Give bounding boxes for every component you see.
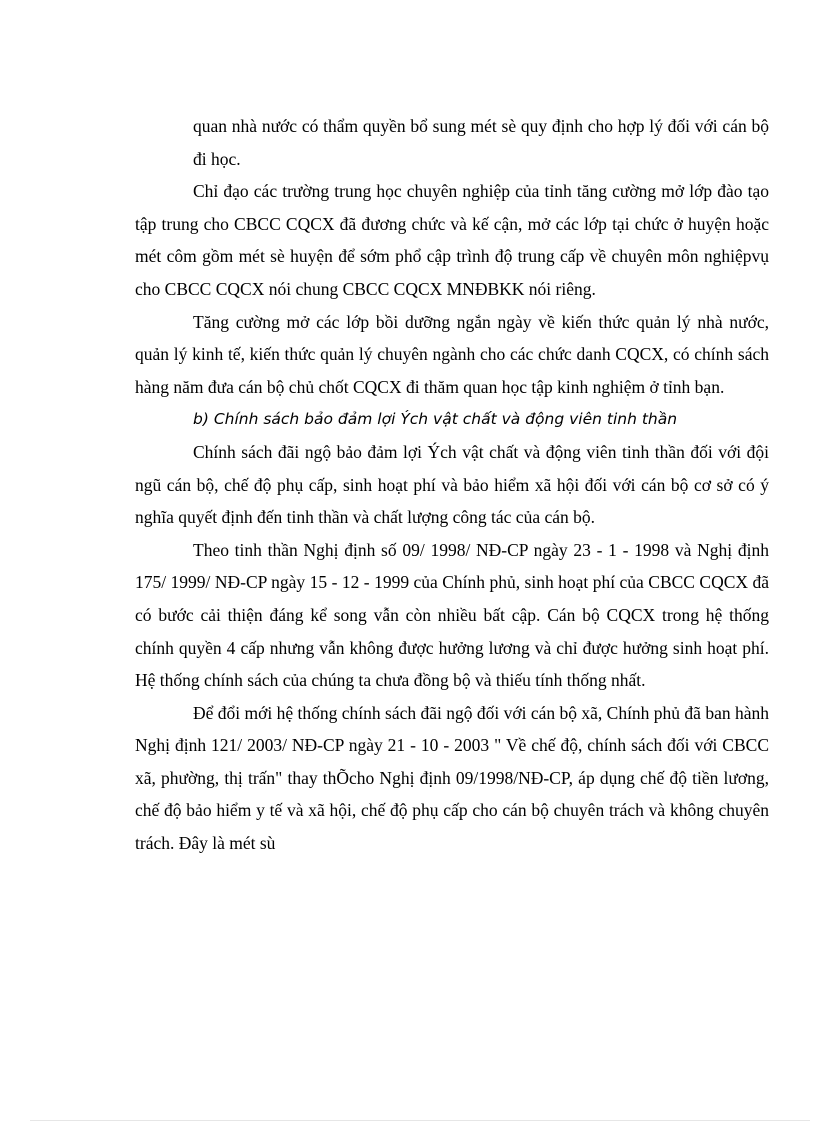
paragraph-benefits-policy: Chính sách đãi ngộ bảo đảm lợi Ých vật chất và động viên tinh thần đối với đội ngũ cán bộ, chế độ phụ cấp, sinh hoạt phí và bảo hiểm xã hội đối với cán bộ cơ sở có ý nghĩa quyết định đến tinh thần và chất lượng công tác của cán bộ. bbox=[135, 441, 769, 528]
page-bottom-rule bbox=[30, 1120, 810, 1121]
paragraph-training-schools: Chỉ đạo các trường trung học chuyên nghiệp của tỉnh tăng cường mở lớp đào tạo tập trung cho CBCC CQCX đã đương chức và kế cận, mở các lớp tại chức ở huyện hoặc mét côm gồm mét sè huyện để sớm phổ cập trình độ trung cấp về chuyên môn nghiệpvụ cho CBCC CQCX nói chung CBCC CQCX MNĐBKK nói riêng. bbox=[135, 181, 769, 299]
paragraph-decree-09: Theo tinh thần Nghị định số 09/ 1998/ NĐ-CP ngày 23 - 1 - 1998 và Nghị định 175/ 1999/ NĐ-CP ngày 15 - 12 - 1999 của Chính phủ, sinh hoạt phí của CBCC CQCX đã có bước cải thiện đáng kể song vẫn còn nhiều bất cập. Cán bộ CQCX trong hệ thống chính quyền 4 cấp nhưng vẫn không được hưởng lương và chỉ được hưởng sinh hoạt phí. Hệ thống chính sách của chúng ta chưa đồng bộ và thiếu tính thống nhất. bbox=[135, 539, 769, 691]
document-body bbox=[135, 110, 769, 860]
paragraph-decree-121: Để đổi mới hệ thống chính sách đãi ngộ đối với cán bộ xã, Chính phủ đã ban hành Nghị định 121/ 2003/ NĐ-CP ngày 21 - 10 - 2003 " Về chế độ, chính sách đối với CBCC xã, phường, thị trấn" thay thÕcho Nghị định 09/1998/NĐ-CP, áp dụng chế độ tiền lương, chế độ bảo hiểm y tế và xã hội, chế độ phụ cấp cho cán bộ chuyên trách và không chuyên trách. Đây là mét sù bbox=[135, 702, 769, 854]
paragraph-short-courses: Tăng cường mở các lớp bồi dưỡng ngắn ngày về kiến thức quản lý nhà nước, quản lý kinh tế, kiến thức quản lý chuyên ngành cho các chức danh CQCX, có chính sách hàng năm đưa cán bộ chủ chốt CQCX đi thăm quan học tập kinh nghiệm ở tỉnh bạn. bbox=[135, 311, 769, 397]
paragraph-continuation: quan nhà nước có thẩm quyền bổ sung mét sè quy định cho hợp lý đối với cán bộ đi học. bbox=[193, 116, 769, 169]
section-heading: b) Chính sách bảo đảm lợi Ých vật chất và động viên tinh thần bbox=[193, 410, 678, 429]
